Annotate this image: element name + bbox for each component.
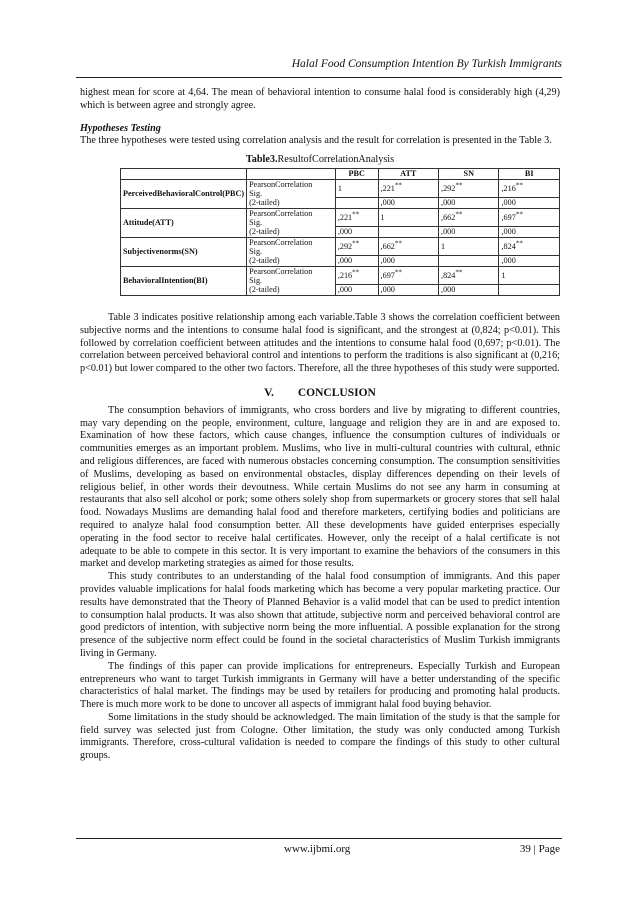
col-header: BI — [499, 168, 560, 179]
significance-marker: ** — [352, 210, 360, 219]
section-title: CONCLUSION — [297, 386, 376, 399]
significance-marker: ** — [515, 239, 523, 248]
stat-label: Sig. — [249, 189, 263, 199]
stat-label: (2-tailed) — [249, 227, 280, 237]
stat-label-cell — [247, 266, 336, 295]
conclusion-paragraph-1: The consumption behaviors of immigrants, who cross borders and live by migrating to different countries, may vary depending on the people, environment, culture, language and religion they are in and are exposed to. Examination of how these factors, which cause changes, influence the consumption cultures of individuals or communities emerges as an important problem. Muslims, who live in multi-cultural countries with cultural, ethnic and religious differences, are faced with numerous obstacles concerning consumption. The consumption sensitivities of Muslims, developing as based on environmental obstacles, display differences depending on their levels of religious belief, in other words their devoutness. While certain Muslims do not see any harm in consuming at restaurants that also sell alcohol or pork; some others solely shop from supermarkets or grocery stores that sell halal food. Nowadays Muslims are demanding halal food and therefore marketers, certifying bodies and politicians are required to analyze halal food consumption better. All these developments have guided enterprises especially operating in the food sector to receive halal certificates. However, only the receipt of a halal certificate is not adequate to be able to compete in this sector. It is very important to examine the behaviors of the consumers in this market and develop marketing strategies as aimed for those results. — [80, 404, 560, 570]
section-heading — [80, 387, 560, 400]
sig-cell: ,000 — [378, 197, 438, 208]
correlation-value: ,221 — [337, 212, 353, 222]
table-caption-number: Table3. — [245, 154, 278, 166]
sig-cell: ,000 — [439, 284, 499, 295]
stat-label: (2-tailed) — [249, 285, 280, 295]
col-header: PBC — [335, 168, 378, 179]
stat-label-cell — [247, 237, 336, 266]
correlation-value: ,824 — [501, 241, 516, 251]
correlation-value: 1 — [441, 241, 446, 251]
sig-cell: ,000 — [335, 226, 378, 237]
significance-marker: ** — [515, 181, 523, 190]
stat-label-cell — [247, 179, 336, 208]
correlation-value: ,221 — [380, 183, 395, 193]
correlation-value: ,662 — [441, 212, 456, 222]
correlation-cell — [439, 179, 499, 197]
table-caption-title: ResultofCorrelationAnalysis — [277, 154, 395, 166]
footer-rule — [76, 838, 562, 839]
stat-label: PearsonCorrelation — [249, 179, 313, 189]
stat-label: Sig. — [249, 276, 263, 286]
correlation-value: ,697 — [380, 270, 395, 280]
conclusion-paragraph-3: The findings of this paper can provide implications for entrepreneurs. Especially Turkish and European entrepreneurs who want to target Turkish immigrants in Germany will have a better understanding of the specific characteristics of halal market. The findings may be used by retailers for producing and promoting halal products. There is much more work to be done to uncover all aspects of immigrant halal food buying behavior. — [80, 660, 560, 711]
footer-page-number: 39 | Page — [519, 843, 560, 855]
table-caption — [80, 154, 560, 167]
correlation-value: ,824 — [441, 270, 456, 280]
significance-marker: ** — [352, 239, 360, 248]
sig-cell — [335, 197, 378, 208]
stat-label: Sig. — [249, 247, 263, 257]
stat-label: PearsonCorrelation — [249, 208, 313, 218]
correlation-value: ,216 — [337, 270, 353, 280]
corner-cell — [121, 168, 247, 179]
significance-marker: ** — [394, 239, 402, 248]
sig-cell: ,000 — [499, 226, 560, 237]
correlation-value: 1 — [337, 183, 342, 193]
correlation-cell — [439, 208, 499, 226]
correlation-cell — [335, 179, 378, 197]
hypotheses-heading: Hypotheses Testing — [80, 122, 161, 134]
sig-cell: ,000 — [335, 284, 378, 295]
header-rule — [76, 77, 562, 78]
significance-marker: ** — [394, 181, 402, 190]
row-label: BehavioralIntention(BI) — [121, 266, 247, 295]
stat-label: (2-tailed) — [249, 198, 280, 208]
sig-cell: ,000 — [378, 255, 438, 266]
correlation-value: ,697 — [501, 212, 516, 222]
correlation-value: 1 — [501, 270, 506, 280]
section-number: V. — [264, 386, 274, 399]
table-row-r — [121, 237, 560, 255]
stat-label: (2-tailed) — [249, 256, 280, 266]
table-row-r — [121, 179, 560, 197]
col-header: SN — [439, 168, 499, 179]
significance-marker: ** — [352, 268, 360, 277]
conclusion-paragraph-2: This study contributes to an understanding of the halal food consumption of immigrants. And this paper provides valuable implications for halal foods marketing which has become a very popular marketing practice. Our results have demonstrated that the Theory of Planned Behavior is a valid model that can be used to predict intention to consumption halal products. It was also shown that attitude, subjective norm and perceived behavioral control are good predictors of intention, with subjective norm being the more influential. A possible explanation for the strong presence of the subjective norm effect could be found in the societal characteristics of Muslim Turkish immigrants living in Germany. — [80, 571, 560, 659]
sig-cell: ,000 — [335, 255, 378, 266]
correlation-value: ,292 — [337, 241, 353, 251]
sig-cell — [439, 255, 499, 266]
significance-marker: ** — [394, 268, 402, 277]
row-label: PerceivedBehavioralControl(PBC) — [121, 179, 247, 208]
row-label: Subjectivenorms(SN) — [121, 237, 247, 266]
stat-label: PearsonCorrelation — [249, 266, 313, 276]
significance-marker: ** — [455, 210, 463, 219]
col-header: ATT — [378, 168, 438, 179]
correlation-cell — [439, 266, 499, 284]
sig-cell — [378, 226, 438, 237]
correlation-cell — [499, 266, 560, 284]
sig-cell — [499, 284, 560, 295]
correlation-cell — [378, 266, 438, 284]
correlation-cell — [335, 237, 378, 255]
conclusion-paragraph-4: Some limitations in the study should be acknowledged. The main limitation of the study is that the sample for field survey was selected just from Cologne. Other limitation, the study was only conducted among Turkish immigrants. Therefore, cross-cultural validation is needed to compare the findings of this study to other cultural groups. — [80, 711, 560, 762]
table-header-row — [121, 168, 560, 179]
table-row-r — [121, 208, 560, 226]
stat-label: Sig. — [249, 218, 263, 228]
significance-marker: ** — [515, 210, 523, 219]
table-body — [121, 179, 560, 295]
correlation-table — [120, 168, 560, 296]
correlation-cell — [499, 208, 560, 226]
stat-header-cell — [247, 168, 336, 179]
correlation-value: ,292 — [441, 183, 456, 193]
correlation-cell — [499, 237, 560, 255]
table-discussion-paragraph: Table 3 indicates positive relationship among each variable.Table 3 shows the correlation coefficient between subjective norms and the intentions to consume halal food is significant, and the strongest at (0,824; p<0.01). This followed by correlation coefficient between attitudes and the intentions to consume halal food (0,697; p<0.01). The correlation between perceived behavioral control and intentions to perform the traditions is also significant at (0,216; p<0.01) but lower compared to the other two factors. Therefore, all the three hypotheses of this study were supported. — [80, 311, 560, 375]
row-label: Attitude(ATT) — [121, 208, 247, 237]
stat-label-cell — [247, 208, 336, 237]
sig-cell: ,000 — [439, 226, 499, 237]
correlation-value: 1 — [380, 212, 385, 222]
correlation-cell — [499, 179, 560, 197]
intro-paragraph: highest mean for score at 4,64. The mean of behavioral intention to consume halal food is considerably high (4,29) which is between agree and strongly agree. — [80, 87, 560, 111]
stat-label: PearsonCorrelation — [249, 237, 313, 247]
sig-cell: ,000 — [499, 255, 560, 266]
page-body — [80, 87, 560, 763]
table-row-r — [121, 266, 560, 284]
correlation-cell — [378, 179, 438, 197]
footer-url: www.ijbmi.org — [284, 843, 351, 855]
correlation-cell — [335, 208, 378, 226]
significance-marker: ** — [455, 181, 463, 190]
sig-cell: ,000 — [499, 197, 560, 208]
significance-marker: ** — [455, 268, 463, 277]
running-header: Halal Food Consumption Intention By Turkish Immigrants — [291, 58, 562, 70]
correlation-cell — [378, 208, 438, 226]
sig-cell: ,000 — [378, 284, 438, 295]
correlation-value: ,662 — [380, 241, 395, 251]
correlation-value: ,216 — [501, 183, 516, 193]
sig-cell: ,000 — [439, 197, 499, 208]
hypotheses-paragraph: The three hypotheses were tested using correlation analysis and the result for correlation is presented in the Table 3. — [80, 135, 552, 147]
correlation-cell — [378, 237, 438, 255]
correlation-cell — [335, 266, 378, 284]
correlation-cell — [439, 237, 499, 255]
